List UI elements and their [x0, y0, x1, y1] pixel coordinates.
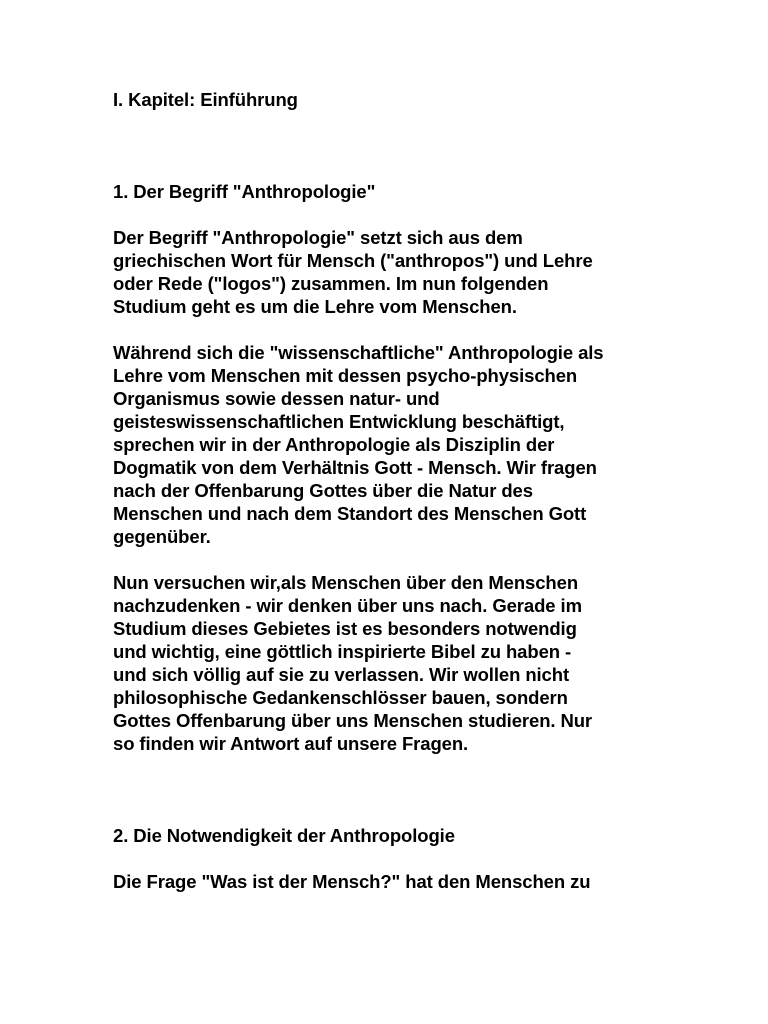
text-line: Organismus sowie dessen natur- und: [113, 388, 440, 409]
section-heading: 2. Die Notwendigkeit der Anthropologie: [113, 825, 455, 846]
paragraph-3: [113, 571, 673, 755]
text-line: Die Frage "Was ist der Mensch?" hat den Menschen zu: [113, 871, 591, 892]
section-2: [113, 824, 673, 893]
text-line: geisteswissenschaftlichen Entwicklung beschäftigt,: [113, 411, 565, 432]
section-spacer: [113, 778, 673, 824]
text-line: Gottes Offenbarung über uns Menschen studieren. Nur: [113, 710, 593, 731]
text-line: nach der Offenbarung Gottes über die Natur des: [113, 480, 533, 501]
text-line: sprechen wir in der Anthropologie als Disziplin der: [113, 434, 555, 455]
text-line: nachzudenken - wir denken über uns nach. Gerade im: [113, 595, 582, 616]
text-line: Studium geht es um die Lehre vom Menschen.: [113, 296, 517, 317]
text-line: und sich völlig auf sie zu verlassen. Wir wollen nicht: [113, 664, 570, 685]
text-line: Nun versuchen wir,als Menschen über den Menschen: [113, 572, 579, 593]
paragraph-2: [113, 341, 673, 548]
chapter-title: I. Kapitel: Einführung: [113, 89, 298, 110]
text-line: Während sich die "wissenschaftliche" Anthropologie als: [113, 342, 604, 363]
text-line: philosophische Gedankenschlösser bauen, sondern: [113, 687, 568, 708]
section-1: [113, 180, 673, 755]
text-line: Lehre vom Menschen mit dessen psycho-physischen: [113, 365, 578, 386]
text-line: griechischen Wort für Mensch ("anthropos") und Lehre: [113, 250, 593, 271]
text-line: so finden wir Antwort auf unsere Fragen.: [113, 733, 469, 754]
paragraph-4: [113, 870, 673, 893]
text-line: oder Rede ("logos") zusammen. Im nun folgenden: [113, 273, 549, 294]
text-line: Dogmatik von dem Verhältnis Gott - Mensch. Wir fragen: [113, 457, 597, 478]
text-line: Studium dieses Gebietes ist es besonders notwendig: [113, 618, 577, 639]
section-heading: 1. Der Begriff "Anthropologie": [113, 181, 376, 202]
document-page: [113, 88, 673, 916]
text-line: Menschen und nach dem Standort des Menschen Gott: [113, 503, 587, 524]
paragraph-1: [113, 226, 673, 318]
text-line: und wichtig, eine göttlich inspirierte Bibel zu haben -: [113, 641, 572, 662]
text-line: Der Begriff "Anthropologie" setzt sich aus dem: [113, 227, 523, 248]
text-line: gegenüber.: [113, 526, 211, 547]
